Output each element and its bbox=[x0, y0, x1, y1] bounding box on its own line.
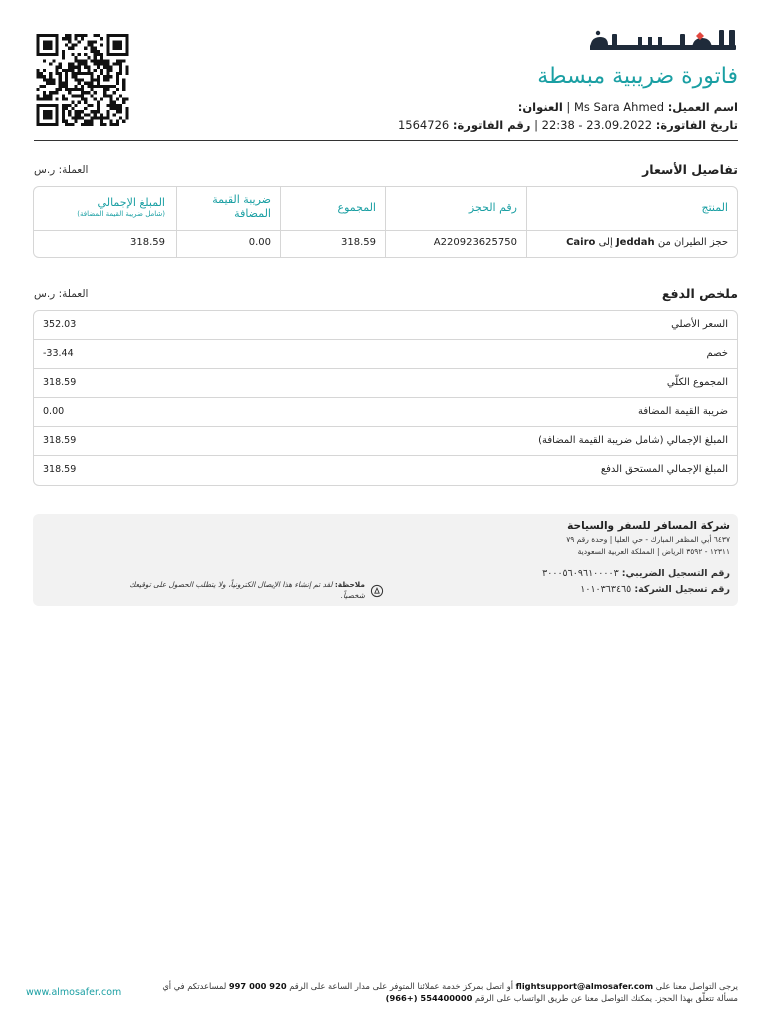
invoice-date-label: تاريخ الفاتورة: bbox=[655, 118, 738, 132]
note-text: لقد تم إنشاء هذا الإيصال الكترونياً، ولا يتطلب الحصول على توقيعك bbox=[129, 580, 333, 589]
separator: | bbox=[534, 118, 538, 132]
support-phone: 997 000 920 bbox=[228, 981, 287, 991]
company-registration-value: ١٠١٠٣٦٣٤٦٥ bbox=[580, 584, 632, 595]
subtotal-cell: 318.59 bbox=[341, 237, 376, 248]
address-label: العنوان: bbox=[517, 100, 563, 114]
price-details-currency: العملة: ر.س bbox=[34, 164, 89, 176]
summary-label: ضريبة القيمة المضافة bbox=[637, 406, 728, 417]
tax-registration-value: ٣٠٠٠٥٦٠٩٦١٠٠٠٠٣ bbox=[542, 568, 619, 579]
footer-text: أو اتصل بمركز خدمة عملائنا المتوفر على مدار الساعة على الرقم bbox=[289, 981, 514, 991]
payment-summary-currency: العملة: ر.س bbox=[34, 288, 89, 300]
column-divider bbox=[280, 187, 281, 257]
summary-value: 0.00 bbox=[43, 406, 65, 417]
qr-code bbox=[34, 34, 131, 126]
column-divider bbox=[526, 187, 527, 257]
customer-label: اسم العميل: bbox=[667, 100, 738, 114]
header-total-note: (شامل ضريبة القيمة المضافة) bbox=[77, 210, 165, 218]
company-registration bbox=[580, 584, 730, 595]
invoice-number-label: رقم الفاتورة: bbox=[452, 118, 531, 132]
summary-label: المبلغ الإجمالي (شامل ضريبة القيمة المضافة) bbox=[538, 435, 728, 446]
header-divider bbox=[34, 140, 738, 141]
summary-row bbox=[34, 427, 737, 456]
invoice-date-value: 22:38 - 23.09.2022 bbox=[541, 118, 653, 132]
header-product: المنتج bbox=[701, 201, 728, 214]
booking-number-cell: A220923625750 bbox=[433, 237, 517, 248]
summary-label: المجموع الكلّي bbox=[666, 377, 728, 388]
payment-summary-table bbox=[33, 310, 738, 486]
invoice-number-value: 1564726 bbox=[397, 118, 450, 132]
header-booking-number: رقم الحجز bbox=[468, 201, 517, 214]
vat-cell: 0.00 bbox=[248, 237, 271, 248]
summary-row bbox=[34, 398, 737, 427]
header-vat: ضريبة القيمة المضافة bbox=[212, 193, 271, 220]
whatsapp-number: (966+) 554400000 bbox=[385, 993, 473, 1003]
summary-row bbox=[34, 456, 737, 485]
header-total: المبلغ الإجمالي bbox=[97, 196, 165, 209]
product-prefix: حجز الطيران من bbox=[657, 237, 728, 248]
info-icon bbox=[370, 583, 384, 597]
note-label: ملاحظة: bbox=[334, 580, 365, 589]
summary-row bbox=[34, 311, 737, 340]
total-cell: 318.59 bbox=[130, 237, 165, 248]
footer-text: مسألة تتعلّق بهذا الحجز. يمكنك التواصل معنا عن طريق الواتساب على الرقم bbox=[475, 993, 738, 1003]
origin-city: Jeddah bbox=[615, 237, 655, 248]
note-line-1 bbox=[129, 580, 365, 589]
separator: | bbox=[566, 100, 571, 114]
company-address-line-1: ٦٤٣٧ أبي المظفر المبارك - حي العليا | وحدة رقم ٧٩ bbox=[566, 535, 730, 544]
summary-label: المبلغ الإجمالي المستحق الدفع bbox=[600, 464, 728, 475]
almosafer-logo bbox=[588, 28, 738, 56]
summary-value: 318.59 bbox=[43, 377, 77, 388]
customer-line bbox=[518, 100, 738, 114]
tax-registration-label: رقم التسجيل الضريبي: bbox=[621, 568, 730, 579]
footer-text: لمساعدتكم في أي bbox=[162, 981, 227, 991]
tax-registration bbox=[542, 568, 730, 579]
row-divider bbox=[34, 230, 737, 231]
column-divider bbox=[385, 187, 386, 257]
footer-contact-line-2 bbox=[386, 993, 738, 1003]
summary-label: خصم bbox=[706, 348, 728, 359]
product-cell bbox=[566, 237, 728, 248]
header-subtotal: المجموع bbox=[337, 201, 376, 214]
invoice-title: فاتورة ضريبية مبسطة bbox=[537, 64, 738, 89]
invoice-date-line bbox=[398, 118, 738, 132]
summary-value: -33.44 bbox=[43, 348, 74, 359]
summary-row bbox=[34, 340, 737, 369]
price-details-title: تفاصيل الأسعار bbox=[642, 162, 738, 177]
company-name: شركة المسافر للسفر والسياحة bbox=[567, 520, 730, 532]
customer-name: Ms Sara Ahmed bbox=[573, 100, 665, 114]
svg-text:المسافر: المسافر bbox=[663, 55, 667, 56]
to-word: إلى bbox=[598, 237, 613, 248]
company-address-line-2: ١٢٣١١ - ٣٥٩٢ الرياض | المملكة العربية السعودية bbox=[577, 547, 730, 556]
summary-value: 318.59 bbox=[43, 464, 77, 475]
support-email-link[interactable]: flightsupport@almosafer.com bbox=[515, 981, 654, 991]
summary-value: 318.59 bbox=[43, 435, 77, 446]
company-registration-label: رقم تسجيل الشركة: bbox=[634, 584, 730, 595]
footer-text: يرجى التواصل معنا على bbox=[655, 981, 738, 991]
website-link[interactable]: www.almosafer.com bbox=[26, 987, 122, 998]
company-info-panel bbox=[33, 514, 738, 606]
note-line-2: شخصياً. bbox=[340, 591, 365, 600]
footer-contact-line-1 bbox=[162, 981, 738, 991]
summary-label: السعر الأصلي bbox=[671, 319, 728, 330]
summary-row bbox=[34, 369, 737, 398]
summary-value: 352.03 bbox=[43, 319, 77, 330]
price-details-table bbox=[33, 186, 738, 258]
destination-city: Cairo bbox=[566, 237, 596, 248]
payment-summary-title: ملخص الدفع bbox=[661, 286, 738, 301]
